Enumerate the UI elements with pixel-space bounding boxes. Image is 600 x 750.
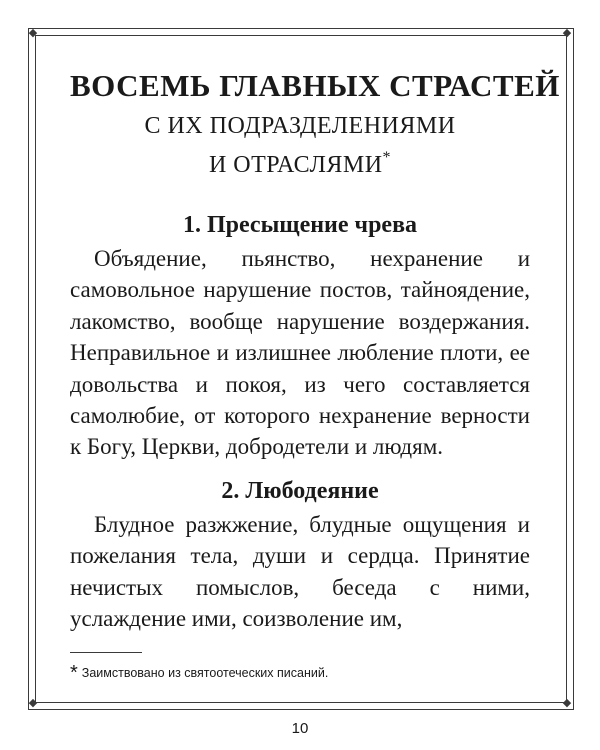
footnote-text: Заимствовано из святоотеческих писаний.	[81, 666, 329, 680]
footnote-marker: *	[382, 149, 392, 166]
subtitle-line-1: С ИХ ПОДРАЗДЕЛЕНИЯМИ	[144, 113, 456, 139]
section-text-2: Блудное разжжение, блудные ощущения и пожелания тела, души и сердца. Принятие нечистых помыслов, беседа с ними, услаждение ими, соизволение им,	[70, 511, 530, 632]
section-heading-1: 1. Пресыщение чрева	[182, 212, 418, 238]
corner-ornament-icon: ◆	[28, 696, 38, 709]
section-heading-2: 2. Любодеяние	[221, 477, 379, 504]
footnote	[70, 664, 530, 682]
subtitle-line-2: И ОТРАСЛЯМИ*	[208, 149, 392, 178]
page-subtitle	[70, 110, 530, 181]
section-text-1: Объядение, пьянство, нехранение и самовольное нарушение постов, тайноядение, лакомство, вообще нарушение воздержания. Неправильное и излишнее любление плоти, ее довольства и покоя, из чего составляется самолюбие, от которого нехранение верности к Богу, Церкви, добродетели и людям.	[70, 246, 530, 460]
corner-ornament-icon: ◆	[562, 26, 572, 39]
corner-ornament-icon: ◆	[562, 696, 572, 709]
page-title: ВОСЕМЬ ГЛАВНЫХ СТРАСТЕЙ	[70, 68, 560, 103]
corner-ornament-icon: ◆	[28, 26, 38, 39]
page-number: 10	[291, 720, 309, 737]
footnote-divider	[70, 652, 142, 653]
footnote-star: *	[70, 662, 78, 684]
page-content	[70, 66, 560, 634]
